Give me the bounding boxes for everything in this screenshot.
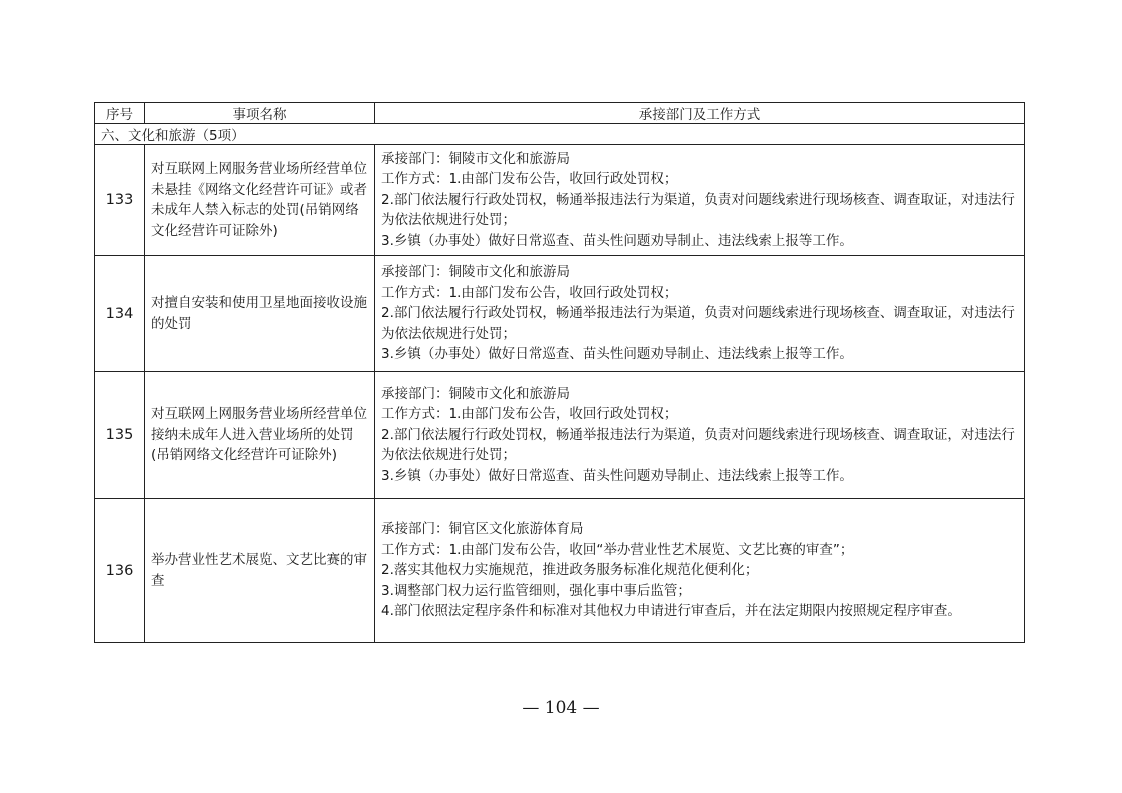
section-row (95, 124, 1025, 145)
table-row (95, 256, 1025, 372)
method-line: 承接部门：铜陵市文化和旅游局 (381, 150, 570, 167)
method-line: 2.落实其他权力实施规范，推进政务服务标准化规范化便利化； (381, 562, 759, 579)
item-name: 对擅自安装和使用卫星地面接收设施的处罚 (145, 256, 375, 372)
row-number: 136 (95, 499, 145, 643)
item-name: 举办营业性艺术展览、文艺比赛的审查 (145, 499, 375, 643)
method-line: 工作方式：1.由部门发布公告，收回行政处罚权； (381, 284, 678, 301)
table-row (95, 372, 1025, 499)
page-number: — 104 — (522, 698, 600, 718)
header-item-name: 事项名称 (145, 103, 375, 124)
table-row (95, 145, 1025, 256)
method-line: 3.调整部门权力运行监管细则，强化事中事后监管； (381, 582, 691, 599)
row-number: 133 (95, 145, 145, 256)
method-line: 工作方式：1.由部门发布公告，收回“举办营业性艺术展览、文艺比赛的审查”； (381, 541, 854, 558)
method-line: 3.乡镇（办事处）做好日常巡查、苗头性问题劝导制止、违法线索上报等工作。 (381, 467, 853, 484)
method-line: 4.部门依照法定程序条件和标准对其他权力申请进行审查后，并在法定期限内按照规定程序审查。 (381, 603, 961, 620)
method-line: 2.部门依法履行行政处罚权，畅通举报违法行为渠道，负责对问题线索进行现场核查、调查取证，对违法行为依法依规进行处罚； (381, 191, 1015, 229)
table-row (95, 499, 1025, 643)
item-name: 对互联网上网服务营业场所经营单位未悬挂《网络文化经营许可证》或者未成年人禁入标志的处罚(吊销网络文化经营许可证除外) (145, 145, 375, 256)
section-title: 六、文化和旅游（5项） (95, 124, 1025, 145)
method-cell (375, 499, 1025, 643)
method-cell (375, 256, 1025, 372)
method-line: 工作方式：1.由部门发布公告，收回行政处罚权； (381, 406, 678, 423)
row-number: 135 (95, 372, 145, 499)
header-method: 承接部门及工作方式 (375, 103, 1025, 124)
method-line: 2.部门依法履行行政处罚权，畅通举报违法行为渠道，负责对问题线索进行现场核查、调查取证，对违法行为依法依规进行处罚； (381, 305, 1015, 342)
method-line: 2.部门依法履行行政处罚权，畅通举报违法行为渠道，负责对问题线索进行现场核查、调查取证，对违法行为依法依规进行处罚； (381, 426, 1015, 464)
method-line: 工作方式：1.由部门发布公告，收回行政处罚权； (381, 171, 678, 188)
method-line: 3.乡镇（办事处）做好日常巡查、苗头性问题劝导制止、违法线索上报等工作。 (381, 232, 853, 249)
method-cell (375, 145, 1025, 256)
method-line: 承接部门：铜陵市文化和旅游局 (381, 385, 570, 402)
method-cell (375, 372, 1025, 499)
header-no: 序号 (95, 103, 145, 124)
items-table (94, 102, 1025, 643)
item-name: 对互联网上网服务营业场所经营单位接纳未成年人进入营业场所的处罚(吊销网络文化经营许可证除外) (145, 372, 375, 499)
method-line: 3.乡镇（办事处）做好日常巡查、苗头性问题劝导制止、违法线索上报等工作。 (381, 346, 853, 363)
table-header-row (95, 103, 1025, 124)
method-line: 承接部门：铜官区文化旅游体育局 (381, 521, 584, 538)
row-number: 134 (95, 256, 145, 372)
method-line: 承接部门：铜陵市文化和旅游局 (381, 264, 570, 281)
